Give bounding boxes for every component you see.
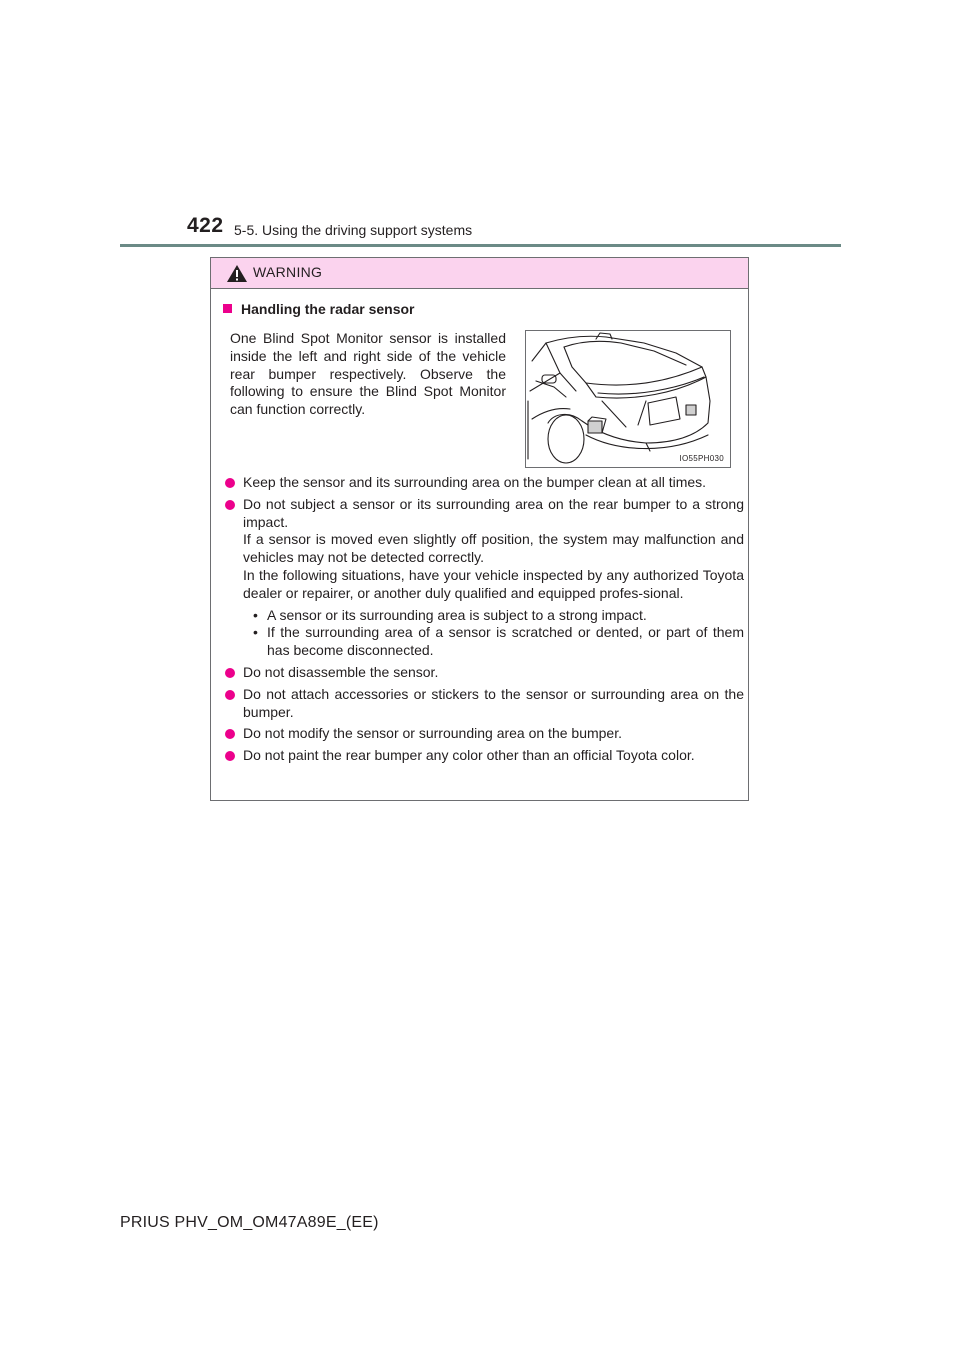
square-bullet-icon (223, 304, 232, 313)
warning-box (210, 257, 749, 801)
footer-doc-code: PRIUS PHV_OM_OM47A89E_(EE) (120, 1214, 379, 1231)
intro-paragraph: One Blind Spot Monitor sensor is installed inside the left and right side of the vehicle rear bumper respectively. Observe the following to ensure the Blind Spot Monitor can function correctly. (230, 330, 506, 418)
circle-bullet-icon (225, 729, 235, 739)
item-text: Do not attach accessories or stickers to the sensor or surrounding area on the bumper. (243, 685, 744, 720)
sub-heading-text: Handling the radar sensor (241, 301, 415, 317)
warning-header (211, 258, 748, 289)
list-item (223, 664, 744, 682)
circle-bullet-icon (225, 751, 235, 761)
situation-sublist (243, 607, 744, 660)
section-title: 5-5. Using the driving support systems (234, 222, 473, 238)
item-text: In the following situations, have your vehicle inspected by any authorized Toyota dealer or repairer, or another duly qualified and equipped profes-sional. (243, 566, 744, 601)
list-item (223, 747, 744, 765)
warning-label: WARNING (253, 264, 323, 280)
list-item (223, 725, 744, 743)
sub-list-item (243, 607, 744, 625)
circle-bullet-icon (225, 478, 235, 488)
item-text: Do not modify the sensor or surrounding area on the bumper. (243, 725, 622, 742)
list-item (223, 496, 744, 660)
page-number: 422 (187, 214, 224, 237)
sub-list-item (243, 624, 744, 660)
item-text: If a sensor is moved even slightly off position, the system may malfunction and vehicles may not be detected correctly. (243, 531, 744, 566)
rear-bumper-figure (525, 330, 731, 468)
car-rear-illustration (526, 331, 730, 467)
list-item (223, 474, 744, 492)
sub-item-text: A sensor or its surrounding area is subject to a strong impact. (267, 606, 647, 623)
warning-triangle-icon (226, 264, 248, 283)
list-item (223, 686, 744, 722)
circle-bullet-icon (225, 690, 235, 700)
precaution-list (223, 474, 744, 769)
sub-heading (223, 301, 414, 317)
item-text: Do not subject a sensor or its surrounding area on the rear bumper to a strong impact. (243, 495, 744, 530)
circle-bullet-icon (225, 668, 235, 678)
dot-bullet: • (253, 624, 258, 641)
sub-item-text: If the surrounding area of a sensor is scratched or dented, or part of them has become disconnected. (267, 624, 744, 659)
item-text: Do not disassemble the sensor. (243, 663, 439, 680)
item-text: Keep the sensor and its surrounding area on the bumper clean at all times. (243, 474, 707, 490)
circle-bullet-icon (225, 500, 235, 510)
item-text: Do not paint the rear bumper any color other than an official Toyota color. (243, 747, 695, 764)
figure-code: IO55PH030 (679, 454, 724, 463)
header-rule (120, 244, 841, 247)
dot-bullet: • (253, 606, 258, 623)
